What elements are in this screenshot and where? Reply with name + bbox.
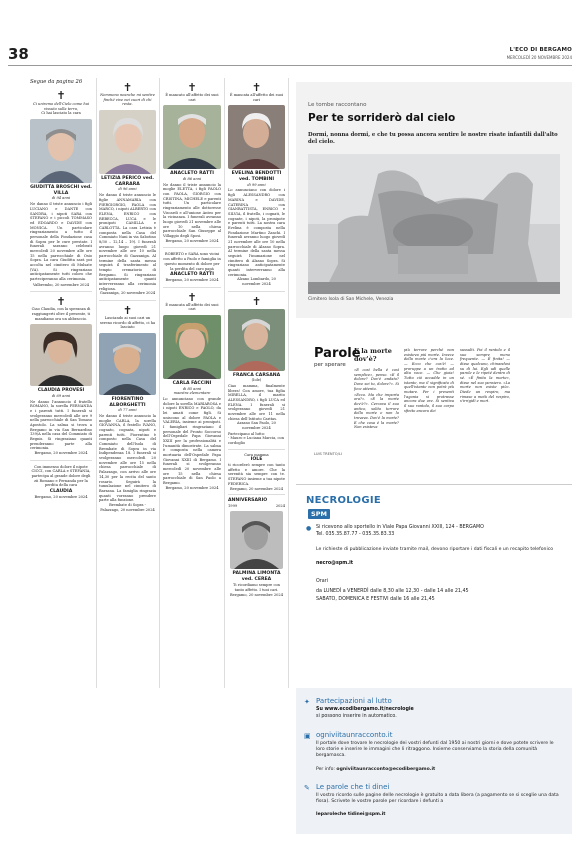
obituary-place-date: Bergamo, 20 novembre 2024 [230, 592, 283, 597]
brand-name: L'ECO DI BERGAMO [509, 47, 572, 53]
portrait-photo [228, 309, 285, 371]
obituary-intro: È mancata all'affetto dei suoi cari [165, 302, 219, 312]
anniversary-year-to: 2024 [275, 503, 285, 508]
obituary-place-date: Bergamo, 20 novembre 2024 [230, 486, 283, 491]
parole-logo-sub: per sperare [314, 362, 346, 368]
anniversary-years [228, 504, 285, 510]
obituary-body: Ne danno il triste annuncio i figli LUCIANO e DANTE con SANDRA, i nipoti SARA con STEFANO e i piccoli TOMMASO ed EDOARDO e DAVIDE con MONICA. Un particolare ringraziamento a tutto il personale della Fondazione casa di Sopra per le cure prestate. I funerali saranno celebrati mercoledì 20 novembre alle ore 15 nella parrocchiale di Osio Sopra. La cara Giuditta sarà poi accolta nel cimitero di Mulsate (VA). Si ringraziano anticipatamente tutti coloro che parteciperanno alla cerimonia. [30, 202, 92, 281]
feature-kicker: Le tombe raccontano [308, 102, 367, 108]
cross-icon: ✝ [122, 81, 133, 94]
obituary-body: Ne danno il triste annuncio le figlie ANNAMARIA con PIERGIORGIO, PAOLA con MARCO, i nipoti ALBERTO con ELENA, ENRICO con REBECCA, LUCA e le pronipoti CAMILLA e CARLOTTA. La cara Letizia è composta nella Casa del Commiato Nani in via Sabotino 8/30 – 12,14 – 19). I funerali avranno luogo giovedì 21 novembre alle ore 10 nella parrocchiale di Gazzaniga. Al termine della santa messa seguirà il trasferimento al tempio crematorio di Bergamo. Si ringraziano anticipatamente quanti interverranno alla cerimonia religiosa. [99, 193, 156, 291]
spm-logo [308, 509, 330, 519]
portrait-photo [99, 110, 156, 174]
deceased-age: di 77 anni [118, 408, 137, 413]
column-rule [224, 78, 225, 688]
necrologie-box [296, 484, 572, 678]
deceased-role: maestra elementare [173, 391, 211, 396]
deceased-name: LETIZIA PERICO ved. CARRARA [101, 176, 154, 187]
notice-separator [30, 291, 92, 292]
notice-separator [163, 247, 221, 248]
notice-separator [163, 287, 221, 288]
deceased-name: ANACLETO RATTI [170, 171, 214, 177]
box2-title[interactable]: ogniviitaunracconto.it [316, 731, 393, 739]
parole-text-col1 [354, 368, 399, 431]
deceased-name: CARLA FACCINI [172, 380, 212, 386]
cross-icon: ✝ [56, 89, 66, 102]
office-address: Si ricevono allo sportello in Viale Papa Giovanni XXIII, 124 - BERGAMO [316, 525, 484, 530]
email-link[interactable]: necro@spm.it [316, 561, 354, 566]
obituary-place-date: Alzano Lombardo, 20 novembre 2024 [237, 277, 276, 286]
obituary-place-date: Valbrembo, 20 novembre 2024 [32, 282, 90, 287]
parole-text-col2 [404, 348, 454, 415]
box2-info-label: Per info: [316, 767, 335, 772]
header-date: MERCOLEDÌ 20 NOVEMBRE 2024 [506, 55, 572, 60]
box1-title: Partecipazioni al lutto [316, 697, 392, 705]
notice-body: Con immenso dolore il nipote CICCI, con CARLA e STEFANIA, partecipa al grande dolore degli zii Romano e Fernanda per la perdita della cara [31, 464, 91, 488]
notice-separator [228, 449, 285, 450]
deceased-name: GIUDITTA BROSCHI ved. VILLA [30, 185, 92, 196]
obituary-body: Lo annunciano con grande dolore la sorella MARIAROSA e i nipoti ENRICO e PAOLO, da lei amati come figli. Si uniscono al dolore PAOLA e VALERIA, insieme ai pronipoti. I famigliari ringraziano il personale del Pronto Soccorso dell'Ospedale Papa Giovanni XXIII per la professionalità e l'umanità dimostrate. La salma è composta nella camera mortuaria dell'Ospedale Papa Giovanni XXIII di Bergamo. I funerali si svolgeranno mercoledì 20 novembre alle ore 15 nella chiesa parrocchiale di San Paolo a Bergamo. [163, 397, 221, 486]
parole-paragraph: sussulti. Poi il rantolo e il suo sempre meno frequente. — È finita! — disse qualcuno, chinandosi su di lui. Egli udì quelle parole e le ripeté dentro di sé. «È finita la morte», disse nel suo pensiero. «La morte non esiste più». Diede un respiro, ma rimase a metà del respiro, s'irrigidì e morì. [460, 348, 510, 404]
deceased-name: FIORENTINO ALBORGHETTI [109, 396, 146, 408]
notice-separator [30, 460, 92, 461]
necrologie-title: NECROLOGIE [306, 495, 382, 506]
deceased-name: FRANCA CARSANA [232, 372, 281, 378]
obituary-body: Ne danno il triste annuncio la moglie CARLA, la sorella GIOVANNA, il fratello IVANO, cognato, cognata, nipoti e parenti tutti. Fiorentino è composto nella Casa del Commiato dell'Isola di Brembate di Sopra in via Indipendenza 18. I funerali si svolgeranno mercoledì 20 novembre alle ore 15 nella chiesa parrocchiale di Palazzago, con arrivo alle ore 14,30 per la recita del santo rosario. Seguirà la tumulazione nel cimitero di Barzana. La famiglia ringrazia quanti vorranno prendere parte alla funzione. [99, 414, 156, 503]
box3-title: Le parole che ti dinei [316, 783, 390, 791]
column-rule [288, 78, 289, 688]
deceased-nickname: (Iole) [251, 378, 262, 383]
portrait-photo [99, 333, 156, 395]
obituary-column-2 [99, 82, 156, 512]
notice-body: Ciao Claudia, con la speranza di raggiungerti oltre il presente, ti mandiamo ora un abbraccio. [31, 307, 91, 321]
obituary-place-date: Bergamo, 20 novembre 2024 [165, 485, 219, 490]
deceased-age: di 96 anni [118, 187, 137, 192]
deceased-name: CLAUDIA [49, 489, 73, 495]
obituary-place-date: Bergamo, 20 novembre 2024 [165, 277, 219, 282]
obituary-place-date: Brembate di Sopra - Palazzago, 20 novembre 2024 [100, 502, 155, 512]
parole-title: E la morte dov'è? [354, 347, 392, 363]
obituary-column-3 [163, 82, 221, 490]
deceased-age: di 69 anni [51, 394, 71, 398]
portrait-photo [228, 105, 285, 169]
parole-paragraph: «E così bella è così semplice», penso. «E il dolore? Dov'è andato? Dove sei tu, dolore?». Si fece attento. [354, 368, 399, 391]
obituary-signoff: Ci hai lasciato la cara [41, 111, 81, 116]
office-phones: Tel. 035.35.87.77 - 035.35.83.33 [316, 532, 395, 537]
obituary-quote: Nemmeno neanche mi sentire finché vive nei cuori di chi resta. [100, 93, 155, 107]
deceased-name: IOLE [250, 457, 263, 463]
deceased-age: di 99 anni [247, 182, 266, 187]
participation-label: Partecipano al lutto: [228, 431, 266, 436]
page-number: 38 [8, 45, 29, 63]
spm-logo-text: SPM [311, 510, 327, 518]
obituary-body: Ciao mamma, finalmente libera! Con amore, tua figlia MIRELLA, il marito ALESSANDRO, i figli LUCA ed ELENA. I funerali si svolgeranno giovedì 21 novembre alle ore 11 nella chiesa dell'Istituto Caritas. [228, 384, 285, 421]
parole-section [296, 332, 572, 468]
column-rule [159, 78, 160, 688]
deceased-age: di 86 anni [182, 177, 202, 182]
hours-title: Orari [316, 579, 328, 584]
cross-icon: ✝ [56, 295, 66, 309]
continued-from: Segue da pagina 26 [30, 79, 83, 85]
obituary-place-date: Bergamo, 20 novembre 2024 [165, 238, 219, 243]
column-rule [96, 78, 97, 688]
box2-text: Il portale dove trovare le necrologie dei vostri defunti dal 1950 ai nostri giorni e dove potete scrivere le loro storie e inserire le immagini che li ritraggono. Insieme conserviamo la storia della comunità bergamasca. [316, 741, 554, 759]
obituary-place-date: Bergamo, 20 novembre 2024 [34, 451, 88, 456]
portrait-photo [30, 324, 92, 386]
cross-icon: ✝ [251, 294, 262, 308]
parole-text-col3 [460, 348, 510, 405]
cross-icon: ✝ [187, 290, 197, 304]
anniversary-body: Ti ricordiamo sempre con tanto affetto. I tuoi cari. [233, 583, 280, 593]
obituary-quote: Ci uniremo dell'Cielo come hai vissuto sulla terra, [32, 102, 90, 111]
obituary-place-date: Gazzaniga, 20 novembre 2024 [99, 291, 156, 296]
notice-quote: Lasciando ai suoi cari un sereno ricordo di affetto, ci ha lasciato [99, 315, 156, 330]
cemetery-photo [308, 154, 560, 294]
hours-weekdays: da LUNEDÌ a VENERDÌ dalle 8,30 alle 12,30 - dalle 14 alle 21,45 [316, 589, 469, 594]
portrait-photo [163, 105, 221, 169]
obituary-body: Ne danno l'annuncio il fratello ROMANO, la sorella FERNANDA e i parenti tutti. I funerali si svolgeranno mercoledì alle ore 9 nella parrocchiale di San Tomaso Apostolo. La salma si trova a Bergamo in via San Bernardino 139/A nella casa del Commiato di Begnis. Si ringraziano quanti prenderanno parte alla cerimonia. [30, 399, 92, 451]
photo-caption: Cimitero Isola di San Michele, Venezia [308, 297, 394, 302]
deceased-name: ANACLETO RATTI [170, 272, 214, 278]
obituary-intro: È mancato all'affetto dei suoi cari [165, 93, 219, 102]
participation-list: - Mauro e Luciana Marcia, con cordoglio [228, 436, 285, 446]
obituary-place-date: Bergamo, 20 novembre 2024 [34, 494, 88, 499]
deceased-name: EVELINA BENDOTTI ved. TOMBINI [231, 171, 282, 183]
feature-lead: Dormi, nonna dormi, e che tu possa ancora sentire le nostre risate infantili dall'alto del cielo. [308, 132, 558, 146]
deceased-age: di 94 anni [51, 196, 71, 201]
notice-separator [99, 300, 156, 301]
parole-logo: Parole [314, 346, 361, 361]
portrait-photo [163, 315, 221, 379]
box1-link[interactable]: Su www.ecodibergamo.it/necrologie [316, 707, 414, 712]
obituary-body: Lo annunciano con dolore i figli ALESSANDRO con MARINA e DAVIDE, CATERINA con GIANBATTISTA, ENRICO e SILVIA, il fratello, i cognati, le cognate, i nipoti, la pronipote e parenti tutti. La nostra cara Evelina è composta nella Fondazione Martino Zanchi. I funerali avranno luogo giovedì 21 novembre alle ore 10 nella parrocchiale di Alzano Sopra. Al termine della santa messa seguirà l'inumazione nel cimitero di Alzano Sopra. Si ringraziano anticipatamente quanti interverranno alla cerimonia. [228, 188, 285, 277]
cross-icon: ✝ [251, 81, 262, 94]
obituary-column-1 [30, 90, 92, 500]
cross-icon: ✝ [187, 81, 197, 94]
map-pin-icon: ● [306, 525, 312, 532]
feature-box [296, 82, 572, 318]
box1-text: si possono inserire in automatico. [316, 714, 397, 719]
email-note: Le richieste di pubblicazione inviate tramite mail, devono riportare i dati fiscali e un recapito telefonico [316, 547, 554, 552]
box3-text: Il vostro ricordo sulle pagine delle necrologie è gratuito a data libera (a pagamento se si sceglie una data fissa). Scrivete le vostre parole per ricordare i defunti a [316, 793, 559, 805]
quill-icon: ✎ [304, 784, 310, 792]
portrait-photo [30, 119, 92, 183]
anniversary-year-from: 1999 [228, 503, 238, 508]
box3-email[interactable]: leparoleche tidinei@spm.it [316, 812, 386, 817]
deceased-name: CLAUDIA PROVESI [37, 388, 85, 394]
parole-paragraph: più terrore perché non esisteva più morte. Invece della morte c'era la luce. — Ecco che cos'è! — proruppe a un tratto ad alta voce. — Che gioia! Tutto ciò accadde in un istante, ma il significato di quell'istante non potrà più mutare. Per i presenti l'agonia si protrasse ancora due ore. Si sentiva il suo rantolo, il suo corpo sfinito ancora dei [404, 348, 454, 413]
parole-author: LUIS TRENTO/LI [314, 452, 342, 456]
hours-weekend: SABATO, DOMENICA E FESTIVI dalle 16 alle 21,45 [316, 597, 435, 602]
obituary-place-date: Azzano San Paolo, 20 novembre 2024 [237, 421, 276, 431]
box2-info [316, 767, 435, 772]
book-icon: ▣ [304, 732, 311, 740]
info-boxes [296, 688, 572, 834]
page-header [8, 44, 572, 66]
notice-separator [228, 291, 285, 292]
parole-paragraph: «Ecco. Ma che importa ora?». «E la morte dov'è?». Cercava il suo antico, solito terrore della morte e non lo trovava. Dov'è la morte? E che cosa è la morte? Non esisteva [354, 392, 399, 430]
deceased-name: PALMINA LIMONTA ved. CEREA [232, 570, 281, 582]
notice-separator [228, 494, 285, 495]
deceased-age: di 85 anni [182, 386, 202, 391]
notice-body: ti ricorderò sempre con tanto affetto e amore. Che la serenità sia sempre con te. STEFANO insieme a tua nipote FEDERICA. [228, 463, 285, 486]
obituary-column-4 [228, 82, 285, 597]
notice-salutation: Cara mamma [244, 452, 269, 457]
anniversary-title: ANNIVERSARIO [228, 498, 268, 504]
box2-info-email[interactable]: ogniviitaunracconto@ecodibergamo.it [336, 767, 436, 772]
notice-body: ROBERTO e SARA sono vicini con affetto a Paolo e famiglia in questo momento di dolore per la perdita del caro papà [163, 252, 221, 271]
obituary-intro: È mancata all'affetto dei suoi cari [229, 93, 284, 102]
portrait-photo [230, 511, 283, 569]
cross-icon: ✝ [122, 303, 133, 317]
feature-title: Per te sorriderò dal cielo [308, 112, 456, 124]
obituary-body: Ne danno il triste annuncio la moglie ELETTA, i figli PAOLO con PAOLA, GIORGIO con CRISTINA, MICHELE e parenti tutti. Un particolare ringraziamento alle dottoresse Viscardi e all'unione Anteo per la vicinanza. I funerali avranno luogo giovedì 21 novembre alle ore 10 nella chiesa parrocchiale San Giuseppe al Villaggio degli Sposi. [163, 182, 221, 239]
participation-icon: ✦ [304, 698, 310, 706]
